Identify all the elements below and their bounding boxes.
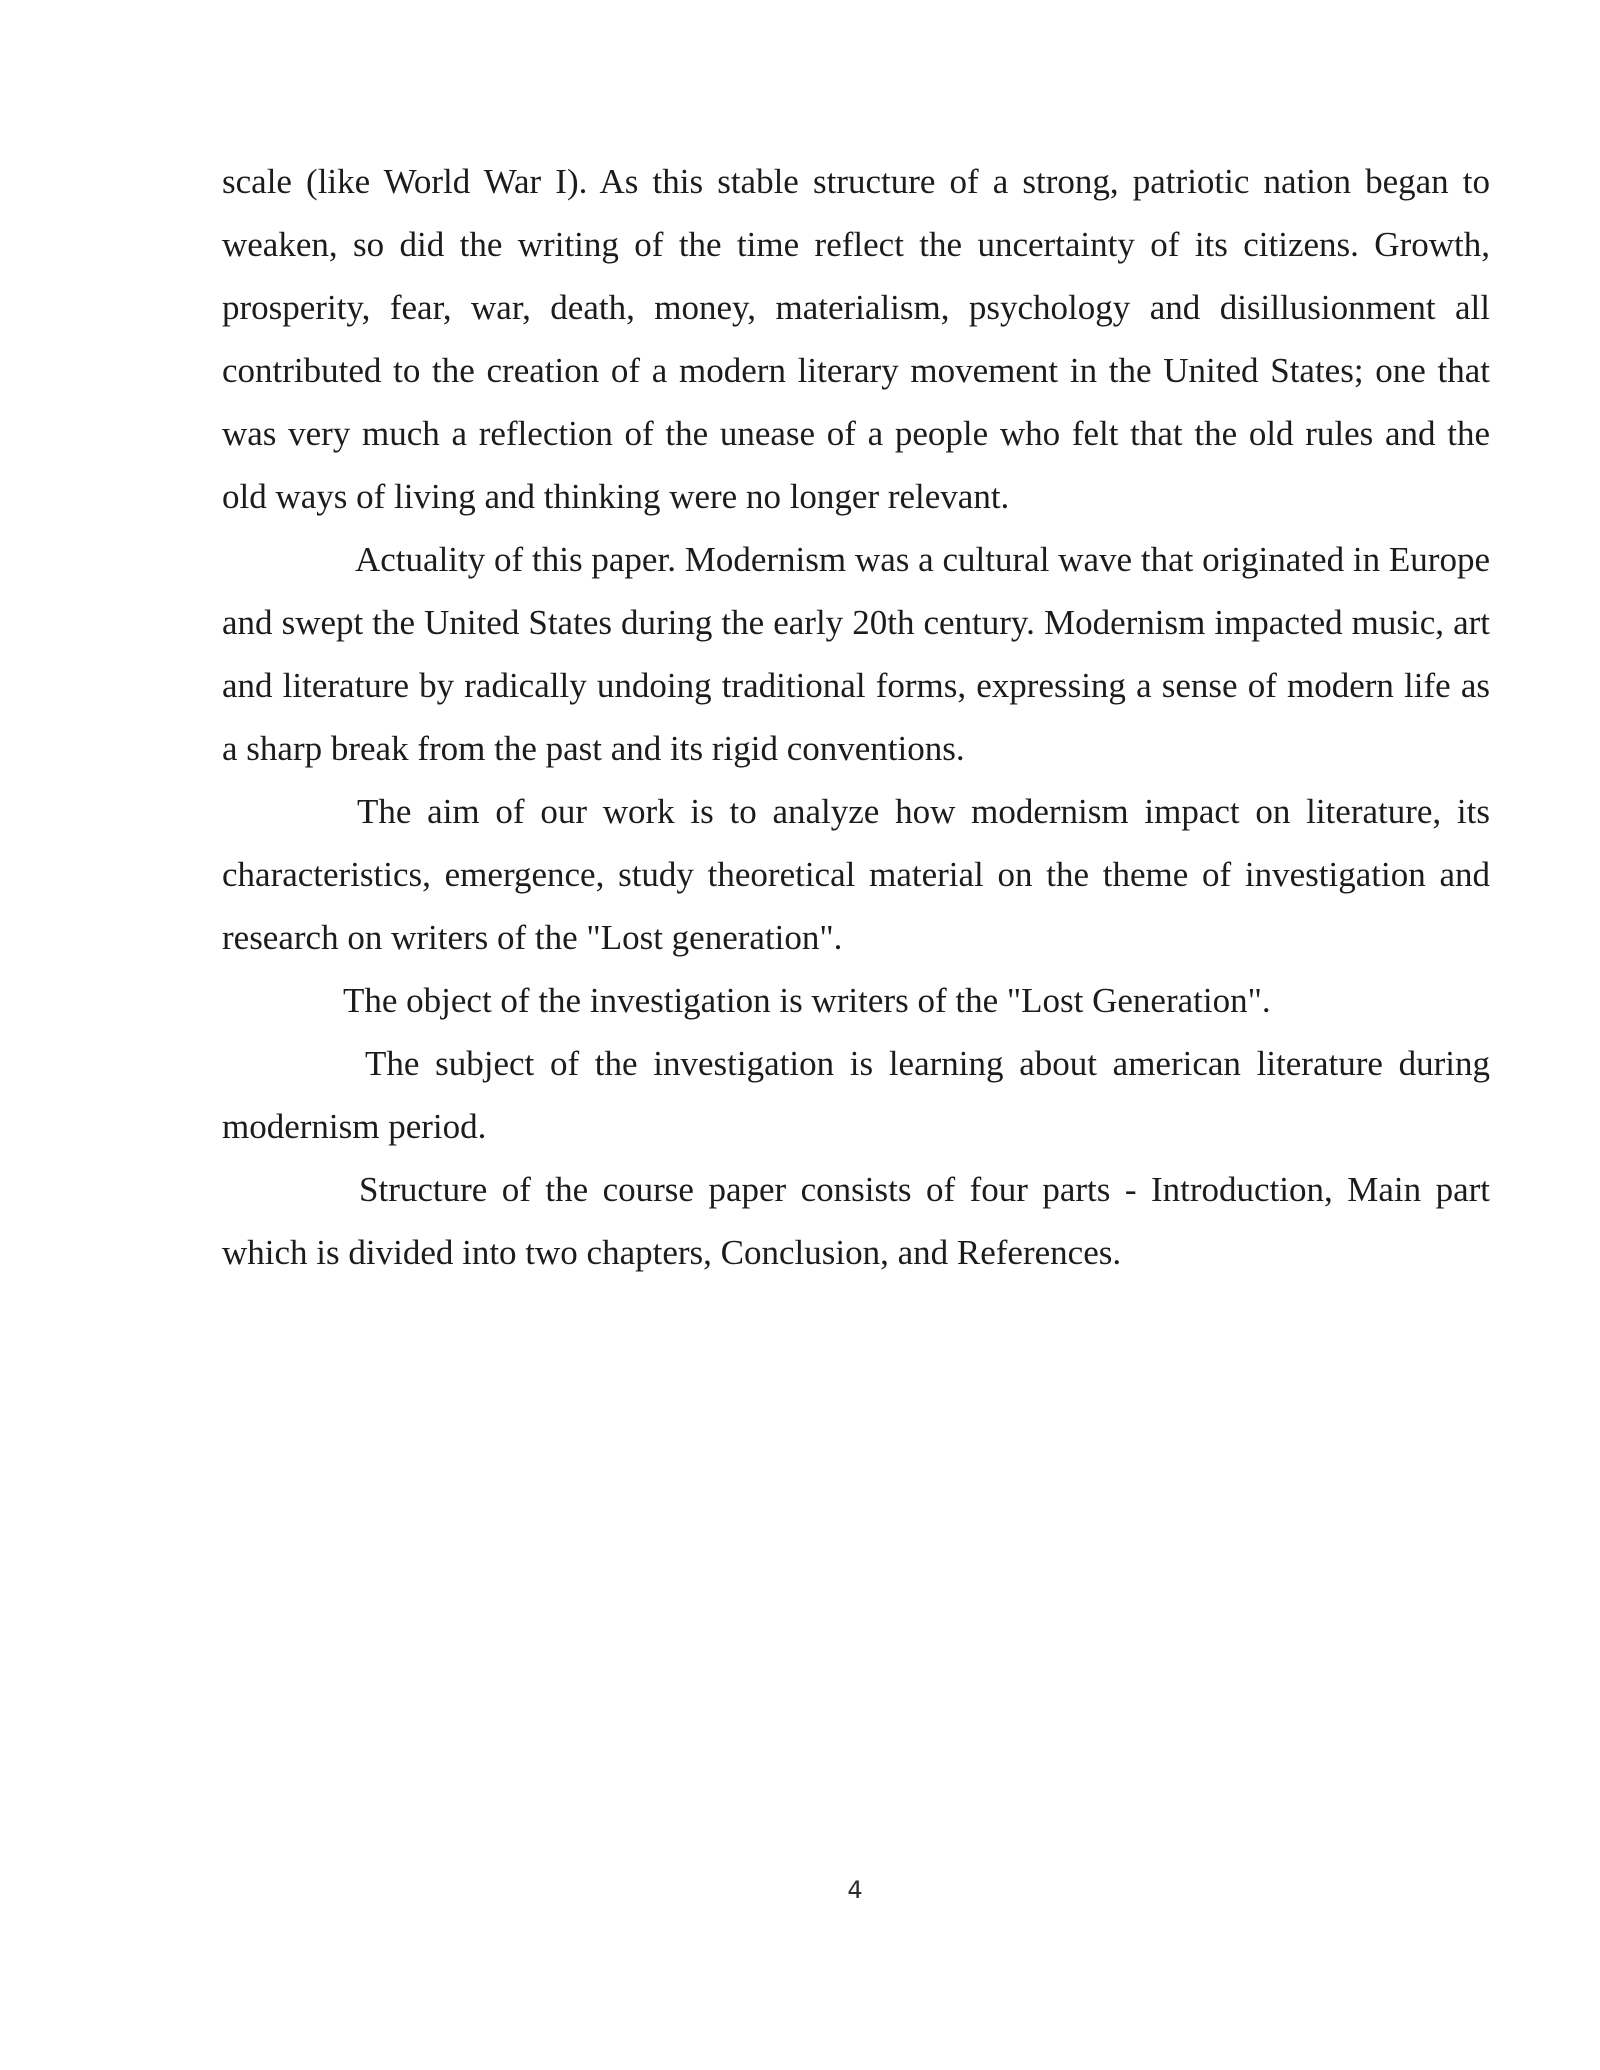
paragraph-continuation: scale (like World War I). As this stable structure of a strong, patriotic nation began to weaken, so did the writing of the time reflect the uncertainty of its citizens. Growth, prosperity, fear, war, death, money, materialism, psychology and disillusionment all contributed to the creation of a modern literary movement in the United States; one that was very much a reflection of the unease of a people who felt that the old rules and the old ways of living and thinking were no longer relevant.	[222, 162, 1490, 516]
page-number: 4	[847, 1876, 863, 1904]
paragraph-aim: The aim of our work is to analyze how modernism impact on literature, its characteristics, emergence, study theoretical material on the theme of investigation and research on writers of the "Lost generation".	[222, 792, 1490, 957]
paragraph-structure: Structure of the course paper consists of four parts - Introduction, Main part which is divided into two chapters, Conclusion, and References.	[222, 1170, 1490, 1272]
paragraph-actuality: Actuality of this paper. Modernism was a cultural wave that originated in Europe and swept the United States during the early 20th century. Modernism impacted music, art and literature by radically undoing traditional forms, expressing a sense of modern life as a sharp break from the past and its rigid conventions.	[222, 540, 1490, 768]
paragraph-object: The object of the investigation is writers of the "Lost Generation".	[343, 981, 1271, 1020]
paragraph-subject: The subject of the investigation is learning about american literature during modernism period.	[222, 1044, 1490, 1146]
body-text	[222, 150, 1490, 1284]
